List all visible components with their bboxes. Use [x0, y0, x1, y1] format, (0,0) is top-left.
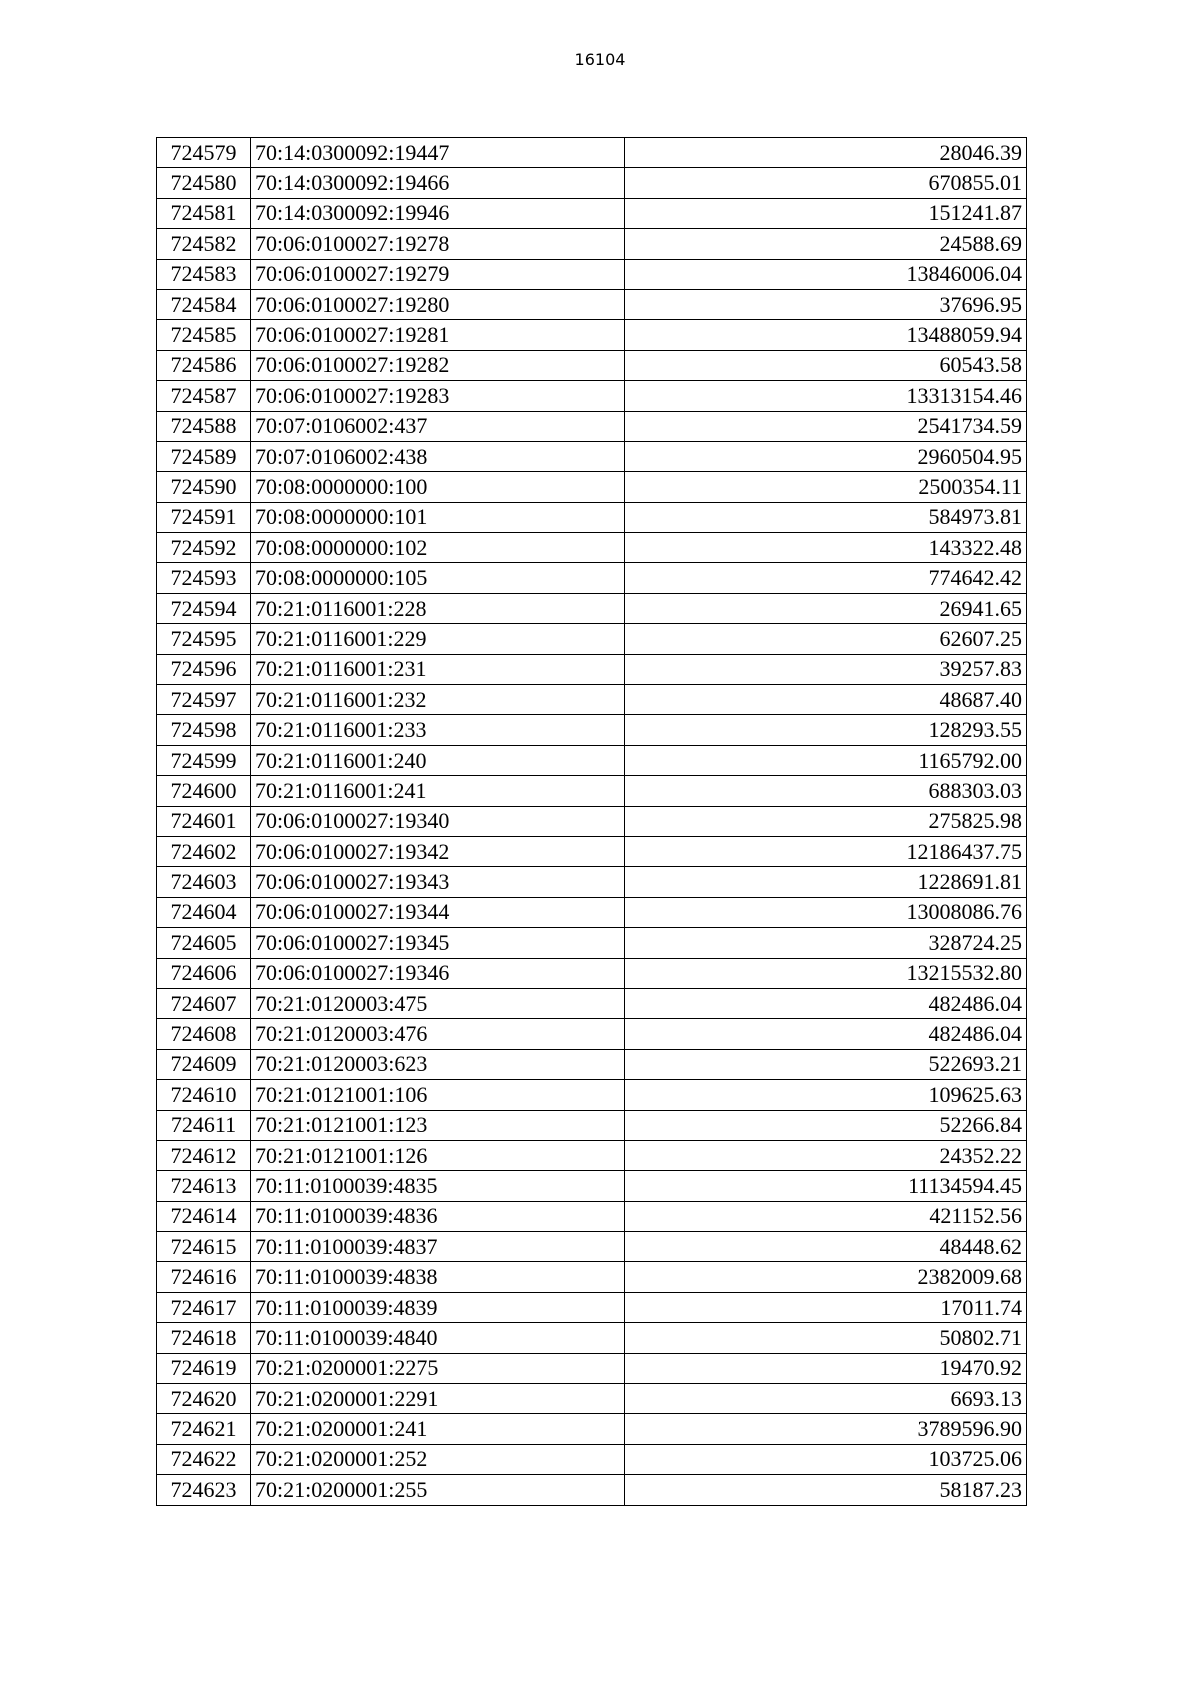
table-row [157, 168, 1027, 198]
cadastral-value-cell: 584973.81 [625, 502, 1027, 532]
table-row [157, 289, 1027, 319]
cadastral-value-cell: 6693.13 [625, 1384, 1027, 1414]
row-number-cell: 724596 [157, 654, 251, 684]
cadastral-value-cell: 275825.98 [625, 806, 1027, 836]
table-row [157, 897, 1027, 927]
cadastral-value-cell: 26941.65 [625, 593, 1027, 623]
table-body [157, 138, 1027, 1506]
cadastral-number-cell: 70:21:0116001:228 [251, 593, 625, 623]
row-number-cell: 724622 [157, 1444, 251, 1474]
row-number-cell: 724598 [157, 715, 251, 745]
table-row [157, 1323, 1027, 1353]
cadastral-number-cell: 70:21:0116001:240 [251, 745, 625, 775]
table-row [157, 259, 1027, 289]
cadastral-number-cell: 70:21:0200001:241 [251, 1414, 625, 1444]
cadastral-value-cell: 482486.04 [625, 1019, 1027, 1049]
table-row [157, 1444, 1027, 1474]
cadastral-value-cell: 12186437.75 [625, 836, 1027, 866]
cadastral-number-cell: 70:06:0100027:19283 [251, 381, 625, 411]
row-number-cell: 724592 [157, 533, 251, 563]
cadastral-number-cell: 70:06:0100027:19340 [251, 806, 625, 836]
row-number-cell: 724614 [157, 1201, 251, 1231]
row-number-cell: 724602 [157, 836, 251, 866]
cadastral-number-cell: 70:07:0106002:437 [251, 411, 625, 441]
table-row [157, 1080, 1027, 1110]
table-row [157, 836, 1027, 866]
cadastral-value-cell: 60543.58 [625, 350, 1027, 380]
row-number-cell: 724619 [157, 1353, 251, 1383]
cadastral-value-cell: 2382009.68 [625, 1262, 1027, 1292]
cadastral-number-cell: 70:06:0100027:19280 [251, 289, 625, 319]
row-number-cell: 724610 [157, 1080, 251, 1110]
table-row [157, 1171, 1027, 1201]
table-row [157, 654, 1027, 684]
table-row [157, 1019, 1027, 1049]
row-number-cell: 724618 [157, 1323, 251, 1353]
cadastral-value-cell: 24588.69 [625, 229, 1027, 259]
cadastral-value-cell: 28046.39 [625, 138, 1027, 168]
cadastral-value-cell: 421152.56 [625, 1201, 1027, 1231]
table-row [157, 350, 1027, 380]
row-number-cell: 724585 [157, 320, 251, 350]
row-number-cell: 724587 [157, 381, 251, 411]
cadastral-number-cell: 70:14:0300092:19946 [251, 198, 625, 228]
cadastral-number-cell: 70:11:0100039:4837 [251, 1232, 625, 1262]
table-row [157, 533, 1027, 563]
cadastral-number-cell: 70:06:0100027:19344 [251, 897, 625, 927]
row-number-cell: 724589 [157, 441, 251, 471]
table-row [157, 1262, 1027, 1292]
page-number: 16104 [574, 50, 626, 69]
cadastral-value-cell: 109625.63 [625, 1080, 1027, 1110]
row-number-cell: 724612 [157, 1140, 251, 1170]
table-row [157, 229, 1027, 259]
row-number-cell: 724599 [157, 745, 251, 775]
cadastral-number-cell: 70:06:0100027:19282 [251, 350, 625, 380]
row-number-cell: 724600 [157, 776, 251, 806]
row-number-cell: 724607 [157, 988, 251, 1018]
table-row [157, 472, 1027, 502]
cadastral-number-cell: 70:11:0100039:4840 [251, 1323, 625, 1353]
cadastral-number-cell: 70:11:0100039:4838 [251, 1262, 625, 1292]
table-row [157, 867, 1027, 897]
table-row [157, 928, 1027, 958]
cadastral-value-cell: 482486.04 [625, 988, 1027, 1018]
row-number-cell: 724611 [157, 1110, 251, 1140]
row-number-cell: 724601 [157, 806, 251, 836]
row-number-cell: 724609 [157, 1049, 251, 1079]
table-row [157, 1232, 1027, 1262]
table-row [157, 806, 1027, 836]
cadastral-number-cell: 70:21:0116001:233 [251, 715, 625, 745]
cadastral-value-table [156, 137, 1027, 1506]
cadastral-number-cell: 70:07:0106002:438 [251, 441, 625, 471]
cadastral-number-cell: 70:21:0120003:476 [251, 1019, 625, 1049]
table-row [157, 1292, 1027, 1322]
cadastral-value-cell: 128293.55 [625, 715, 1027, 745]
cadastral-number-cell: 70:11:0100039:4839 [251, 1292, 625, 1322]
cadastral-value-cell: 1165792.00 [625, 745, 1027, 775]
table-row [157, 593, 1027, 623]
table-row [157, 1201, 1027, 1231]
row-number-cell: 724617 [157, 1292, 251, 1322]
cadastral-value-cell: 11134594.45 [625, 1171, 1027, 1201]
row-number-cell: 724582 [157, 229, 251, 259]
table-row [157, 715, 1027, 745]
row-number-cell: 724616 [157, 1262, 251, 1292]
row-number-cell: 724583 [157, 259, 251, 289]
table-row [157, 198, 1027, 228]
cadastral-number-cell: 70:06:0100027:19278 [251, 229, 625, 259]
table-row [157, 776, 1027, 806]
row-number-cell: 724597 [157, 685, 251, 715]
row-number-cell: 724591 [157, 502, 251, 532]
row-number-cell: 724608 [157, 1019, 251, 1049]
table-row [157, 563, 1027, 593]
table-row [157, 1140, 1027, 1170]
cadastral-value-cell: 13313154.46 [625, 381, 1027, 411]
cadastral-value-cell: 688303.03 [625, 776, 1027, 806]
cadastral-value-cell: 151241.87 [625, 198, 1027, 228]
table-row [157, 624, 1027, 654]
row-number-cell: 724620 [157, 1384, 251, 1414]
table-row [157, 988, 1027, 1018]
cadastral-number-cell: 70:08:0000000:102 [251, 533, 625, 563]
cadastral-value-cell: 58187.23 [625, 1475, 1027, 1505]
cadastral-value-cell: 3789596.90 [625, 1414, 1027, 1444]
row-number-cell: 724581 [157, 198, 251, 228]
cadastral-number-cell: 70:21:0200001:2275 [251, 1353, 625, 1383]
cadastral-value-cell: 670855.01 [625, 168, 1027, 198]
cadastral-number-cell: 70:06:0100027:19345 [251, 928, 625, 958]
cadastral-value-cell: 48448.62 [625, 1232, 1027, 1262]
cadastral-value-cell: 2541734.59 [625, 411, 1027, 441]
cadastral-value-cell: 62607.25 [625, 624, 1027, 654]
row-number-cell: 724623 [157, 1475, 251, 1505]
cadastral-value-cell: 39257.83 [625, 654, 1027, 684]
table-row [157, 958, 1027, 988]
row-number-cell: 724604 [157, 897, 251, 927]
table-row [157, 1353, 1027, 1383]
row-number-cell: 724613 [157, 1171, 251, 1201]
row-number-cell: 724606 [157, 958, 251, 988]
cadastral-value-cell: 13008086.76 [625, 897, 1027, 927]
cadastral-number-cell: 70:21:0200001:252 [251, 1444, 625, 1474]
table-row [157, 411, 1027, 441]
cadastral-number-cell: 70:06:0100027:19343 [251, 867, 625, 897]
cadastral-value-cell: 522693.21 [625, 1049, 1027, 1079]
cadastral-value-cell: 50802.71 [625, 1323, 1027, 1353]
cadastral-number-cell: 70:21:0121001:123 [251, 1110, 625, 1140]
cadastral-number-cell: 70:21:0116001:231 [251, 654, 625, 684]
cadastral-value-cell: 2500354.11 [625, 472, 1027, 502]
cadastral-number-cell: 70:11:0100039:4835 [251, 1171, 625, 1201]
table-row [157, 441, 1027, 471]
cadastral-value-cell: 13846006.04 [625, 259, 1027, 289]
row-number-cell: 724580 [157, 168, 251, 198]
cadastral-number-cell: 70:21:0200001:255 [251, 1475, 625, 1505]
cadastral-value-cell: 2960504.95 [625, 441, 1027, 471]
row-number-cell: 724590 [157, 472, 251, 502]
cadastral-number-cell: 70:21:0120003:623 [251, 1049, 625, 1079]
row-number-cell: 724621 [157, 1414, 251, 1444]
cadastral-value-cell: 37696.95 [625, 289, 1027, 319]
table-row [157, 502, 1027, 532]
cadastral-value-cell: 774642.42 [625, 563, 1027, 593]
row-number-cell: 724579 [157, 138, 251, 168]
cadastral-number-cell: 70:06:0100027:19281 [251, 320, 625, 350]
row-number-cell: 724615 [157, 1232, 251, 1262]
cadastral-number-cell: 70:14:0300092:19466 [251, 168, 625, 198]
row-number-cell: 724603 [157, 867, 251, 897]
cadastral-value-cell: 328724.25 [625, 928, 1027, 958]
cadastral-value-cell: 19470.92 [625, 1353, 1027, 1383]
cadastral-number-cell: 70:21:0121001:106 [251, 1080, 625, 1110]
cadastral-number-cell: 70:21:0120003:475 [251, 988, 625, 1018]
row-number-cell: 724588 [157, 411, 251, 441]
table-row [157, 1384, 1027, 1414]
cadastral-value-cell: 143322.48 [625, 533, 1027, 563]
cadastral-value-cell: 103725.06 [625, 1444, 1027, 1474]
row-number-cell: 724586 [157, 350, 251, 380]
cadastral-value-cell: 17011.74 [625, 1292, 1027, 1322]
cadastral-number-cell: 70:21:0116001:229 [251, 624, 625, 654]
cadastral-number-cell: 70:14:0300092:19447 [251, 138, 625, 168]
cadastral-number-cell: 70:21:0200001:2291 [251, 1384, 625, 1414]
cadastral-value-cell: 1228691.81 [625, 867, 1027, 897]
cadastral-number-cell: 70:08:0000000:105 [251, 563, 625, 593]
row-number-cell: 724584 [157, 289, 251, 319]
row-number-cell: 724605 [157, 928, 251, 958]
cadastral-number-cell: 70:06:0100027:19346 [251, 958, 625, 988]
table-row [157, 745, 1027, 775]
table-row [157, 1414, 1027, 1444]
row-number-cell: 724595 [157, 624, 251, 654]
cadastral-number-cell: 70:21:0121001:126 [251, 1140, 625, 1170]
table-row [157, 381, 1027, 411]
cadastral-number-cell: 70:08:0000000:100 [251, 472, 625, 502]
cadastral-value-cell: 13488059.94 [625, 320, 1027, 350]
cadastral-number-cell: 70:21:0116001:232 [251, 685, 625, 715]
table-row [157, 1049, 1027, 1079]
row-number-cell: 724594 [157, 593, 251, 623]
cadastral-number-cell: 70:06:0100027:19279 [251, 259, 625, 289]
table-row [157, 320, 1027, 350]
table-row [157, 685, 1027, 715]
table-row [157, 138, 1027, 168]
table-row [157, 1110, 1027, 1140]
cadastral-number-cell: 70:11:0100039:4836 [251, 1201, 625, 1231]
cadastral-number-cell: 70:08:0000000:101 [251, 502, 625, 532]
cadastral-number-cell: 70:06:0100027:19342 [251, 836, 625, 866]
cadastral-value-cell: 13215532.80 [625, 958, 1027, 988]
cadastral-value-cell: 24352.22 [625, 1140, 1027, 1170]
cadastral-number-cell: 70:21:0116001:241 [251, 776, 625, 806]
table-row [157, 1475, 1027, 1505]
cadastral-value-cell: 52266.84 [625, 1110, 1027, 1140]
cadastral-value-cell: 48687.40 [625, 685, 1027, 715]
row-number-cell: 724593 [157, 563, 251, 593]
